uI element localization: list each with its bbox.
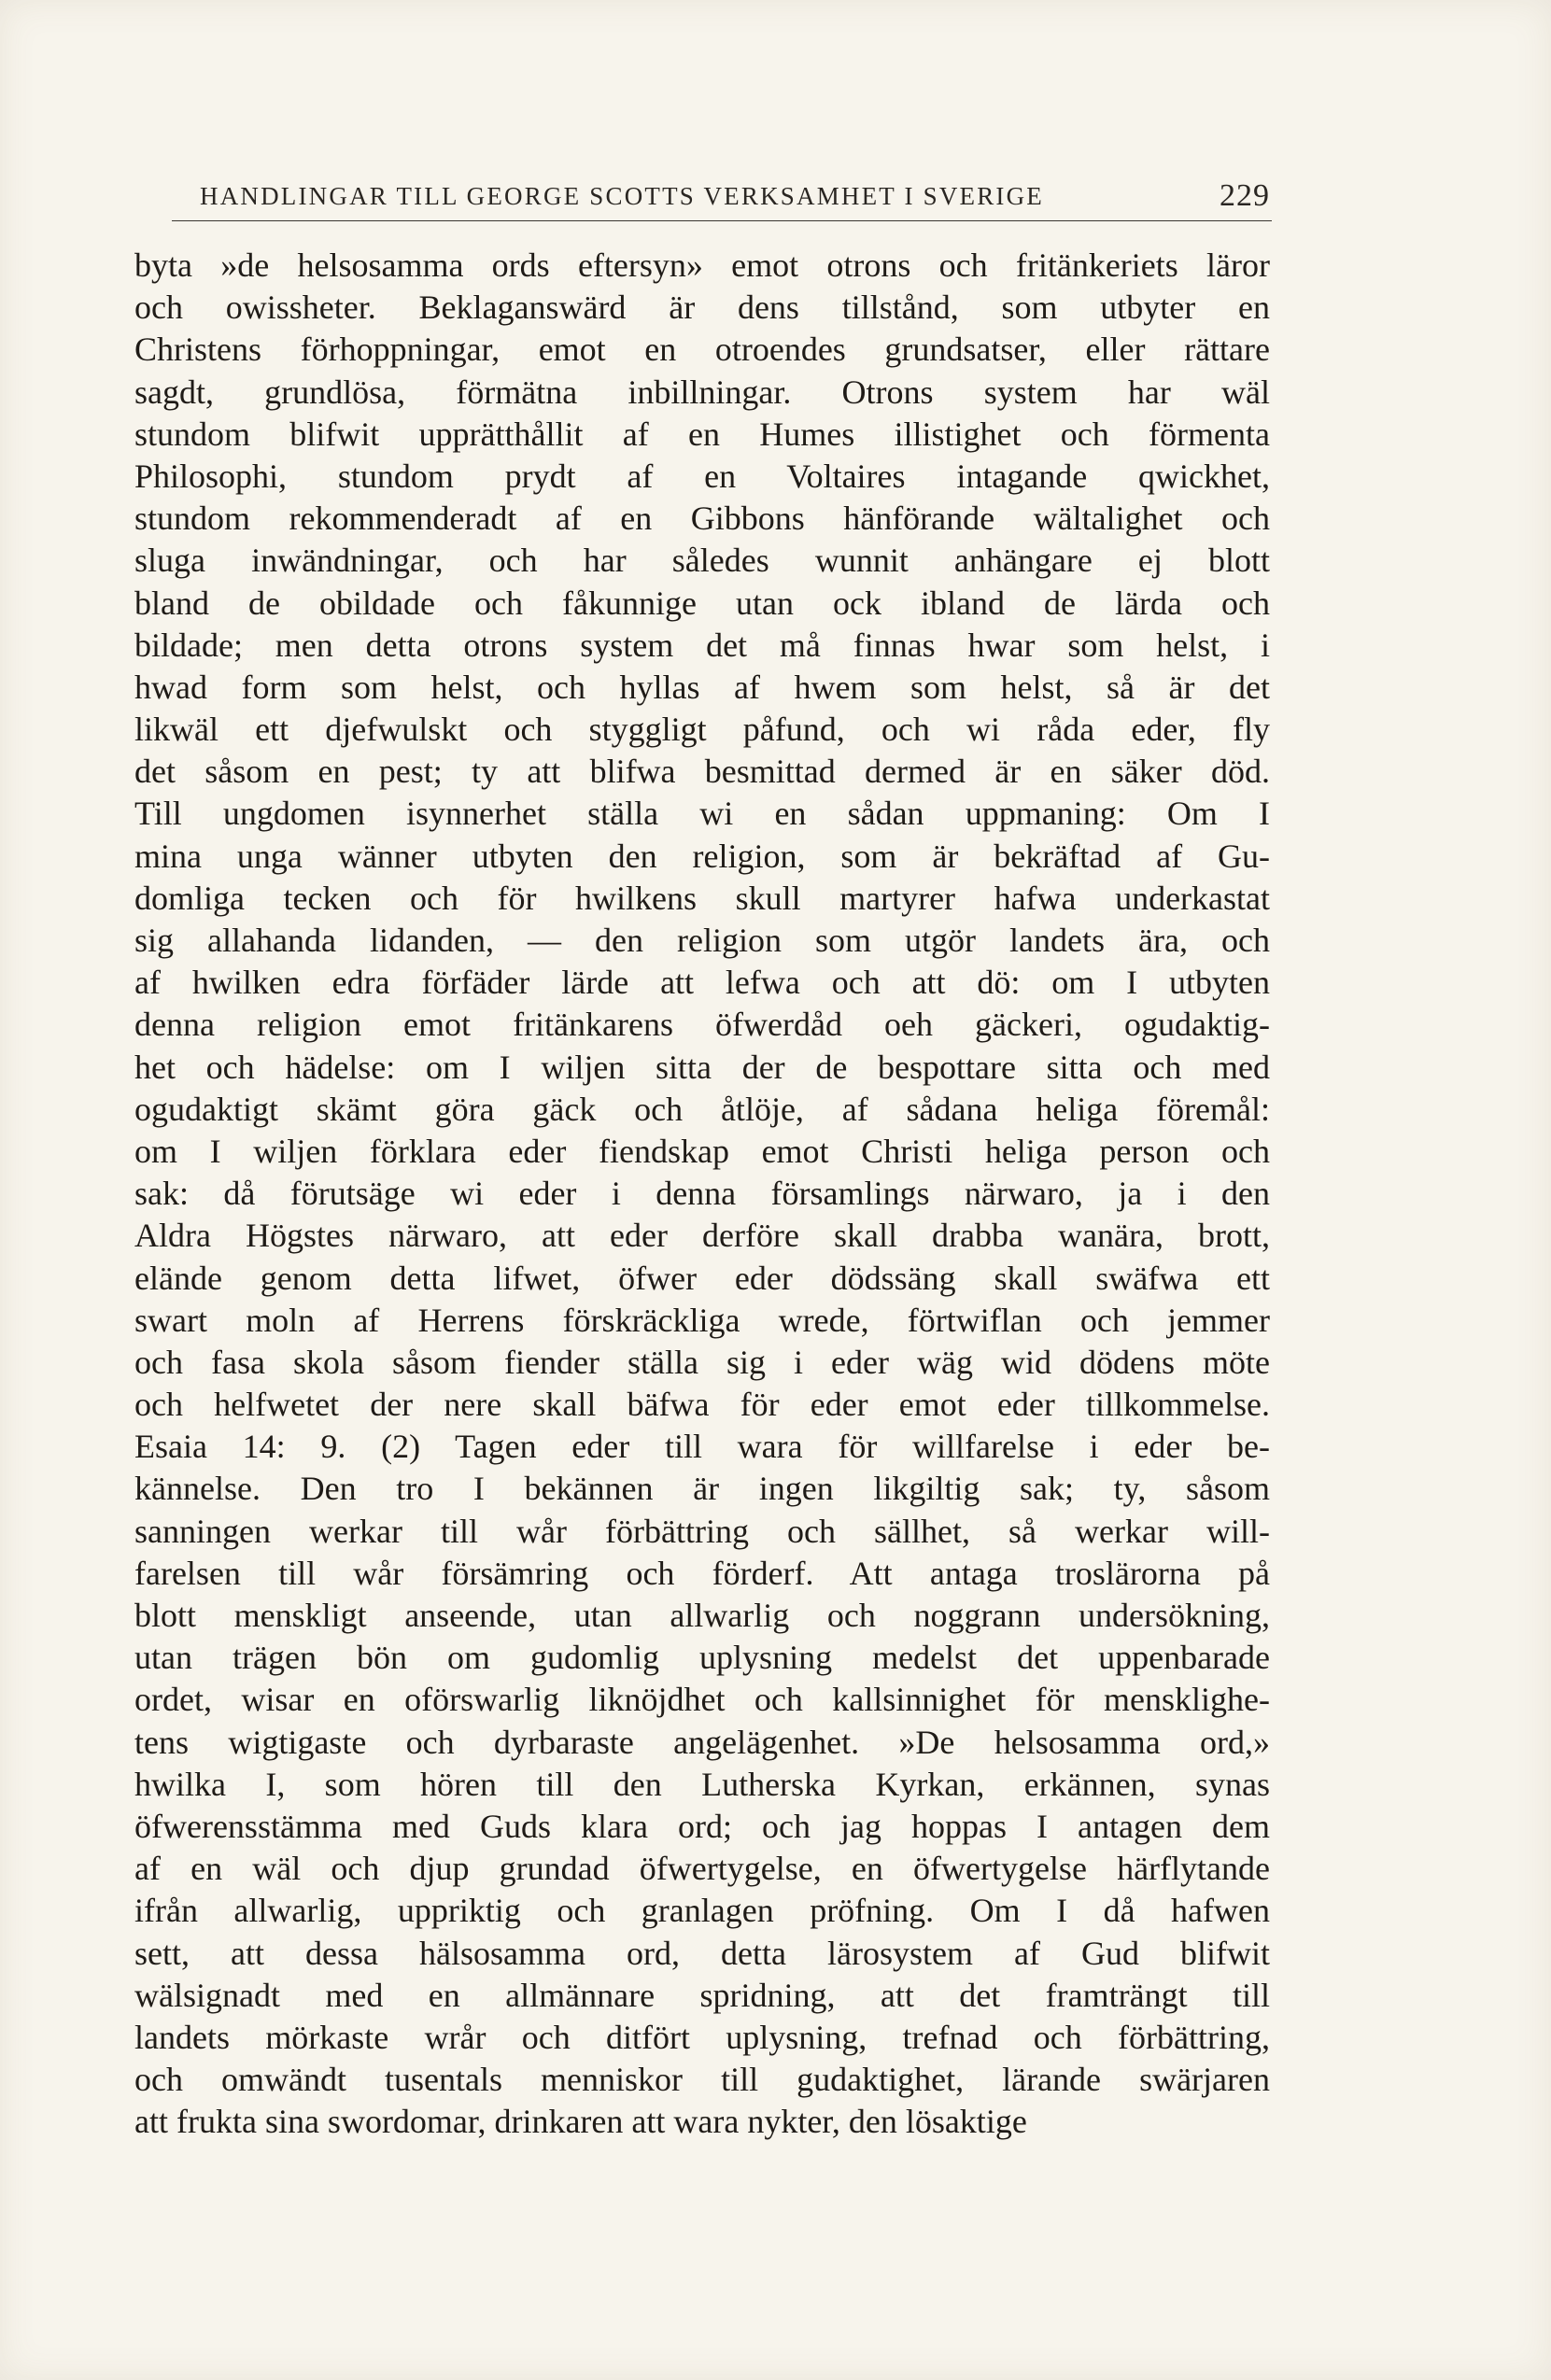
text-line: mina unga wänner utbyten den religion, som är bekräftad af Gu- bbox=[134, 837, 1270, 875]
text-line: hwad form som helst, och hyllas af hwem som helst, så är det bbox=[134, 668, 1270, 706]
text-line: bildade; men detta otrons system det må finnas hwar som helst, i bbox=[134, 626, 1270, 664]
text-line: kännelse. Den tro I bekännen är ingen likgiltig sak; ty, såsom bbox=[134, 1470, 1270, 1508]
text-line: att frukta sina swordomar, drinkaren att wara nykter, den lösaktige bbox=[134, 2103, 1027, 2141]
text-line: Esaia 14: 9. (2) Tagen eder till wara för willfarelse i eder be- bbox=[134, 1428, 1270, 1466]
text-line: och fasa skola såsom fiender ställa sig i eder wäg wid dödens möte bbox=[134, 1343, 1270, 1381]
text-line: af en wäl och djup grundad öfwertygelse, en öfwertygelse härflytande bbox=[134, 1850, 1270, 1888]
text-line: wälsignadt med en allmännare spridning, att det framträngt till bbox=[134, 1976, 1270, 2014]
text-line: sanningen werkar till wår förbättring och sällhet, så werkar will- bbox=[134, 1512, 1270, 1550]
text-line: af hwilken edra förfäder lärde att lefwa och att dö: om I utbyten bbox=[134, 964, 1270, 1002]
text-line: tens wigtigaste och dyrbaraste angelägenhet. »De helsosamma ord,» bbox=[134, 1723, 1270, 1761]
running-head bbox=[200, 179, 1270, 213]
text-line: sluga inwändningar, och har således wunnit anhängare ej blott bbox=[134, 542, 1270, 580]
running-head-title: HANDLINGAR TILL GEORGE SCOTTS VERKSAMHET I SVERIGE bbox=[200, 182, 1044, 210]
text-line: sig allahanda lidanden, — den religion som utgör landets ära, och bbox=[134, 922, 1270, 959]
text-line: swart moln af Herrens förskräckliga wrede, förtwiflan och jemmer bbox=[134, 1301, 1270, 1339]
text-line: Christens förhoppningar, emot en otroendes grundsatser, eller rättare bbox=[134, 331, 1270, 369]
text-line: likwäl ett djefwulskt och styggligt påfund, och wi råda eder, fly bbox=[134, 711, 1270, 749]
text-line: öfwerensstämma med Guds klara ord; och jag hoppas I antagen dem bbox=[134, 1807, 1270, 1845]
text-line: elände genom detta lifwet, öfwer eder dödssäng skall swäfwa ett bbox=[134, 1259, 1270, 1297]
text-line: blott menskligt anseende, utan allwarlig och noggrann undersökning, bbox=[134, 1597, 1270, 1634]
text-line: om I wiljen förklara eder fiendskap emot Christi heliga person och bbox=[134, 1132, 1270, 1170]
text-line: Philosophi, stundom prydt af en Voltaires intagande qwickhet, bbox=[134, 457, 1270, 495]
text-line: byta »de helsosamma ords eftersyn» emot otrons och fritänkeriets läror bbox=[134, 246, 1270, 284]
text-line: sak: då förutsäge wi eder i denna församlings närwaro, ja i den bbox=[134, 1175, 1270, 1213]
text-line: sagdt, grundlösa, förmätna inbillningar. Otrons system har wäl bbox=[134, 373, 1270, 411]
text-line: och omwändt tusentals menniskor till gudaktighet, lärande swärjaren bbox=[134, 2061, 1270, 2099]
text-line: och owissheter. Beklaganswärd är dens tillstånd, som utbyter en bbox=[134, 289, 1270, 327]
text-line: sett, att dessa hälsosamma ord, detta lärosystem af Gud blifwit bbox=[134, 1934, 1270, 1972]
text-line: landets mörkaste wrår och ditfört uplysning, trefnad och förbättring, bbox=[134, 2018, 1270, 2056]
text-line: domliga tecken och för hwilkens skull martyrer hafwa underkastat bbox=[134, 879, 1270, 917]
text-line: ogudaktigt skämt göra gäck och åtlöje, af sådana heliga föremål: bbox=[134, 1090, 1270, 1128]
text-line: denna religion emot fritänkarens öfwerdåd oeh gäckeri, ogudaktig- bbox=[134, 1006, 1270, 1044]
text-line: hwilka I, som hören till den Lutherska Kyrkan, erkännen, synas bbox=[134, 1765, 1270, 1803]
text-line: het och hädelse: om I wiljen sitta der de bespottare sitta och med bbox=[134, 1048, 1270, 1086]
text-line: ordet, wisar en oförswarlig liknöjdhet och kallsinnighet för mensklighe- bbox=[134, 1681, 1270, 1719]
body-text bbox=[134, 245, 1270, 2143]
text-line: stundom rekommenderadt af en Gibbons hänförande wältalighet och bbox=[134, 500, 1270, 538]
text-line: ifrån allwarlig, uppriktig och granlagen pröfning. Om I då hafwen bbox=[134, 1892, 1270, 1930]
text-line: utan trägen bön om gudomlig uplysning medelst det uppenbarade bbox=[134, 1639, 1270, 1677]
text-line: Aldra Högstes närwaro, att eder derföre skall drabba wanära, brott, bbox=[134, 1217, 1270, 1255]
text-line: Till ungdomen isynnerhet ställa wi en sådan uppmaning: Om I bbox=[134, 795, 1270, 833]
header-rule bbox=[172, 220, 1272, 221]
page-number: 229 bbox=[1220, 178, 1270, 213]
text-line: och helfwetet der nere skall bäfwa för eder emot eder tillkommelse. bbox=[134, 1386, 1270, 1424]
text-line: det såsom en pest; ty att blifwa besmittad dermed är en säker död. bbox=[134, 753, 1270, 791]
text-line: bland de obildade och fåkunnige utan ock ibland de lärda och bbox=[134, 584, 1270, 622]
text-line: farelsen till wår försämring och förderf. Att antaga troslärorna på bbox=[134, 1554, 1270, 1592]
text-line: stundom blifwit upprätthållit af en Humes illistighet och förmenta bbox=[134, 415, 1270, 453]
